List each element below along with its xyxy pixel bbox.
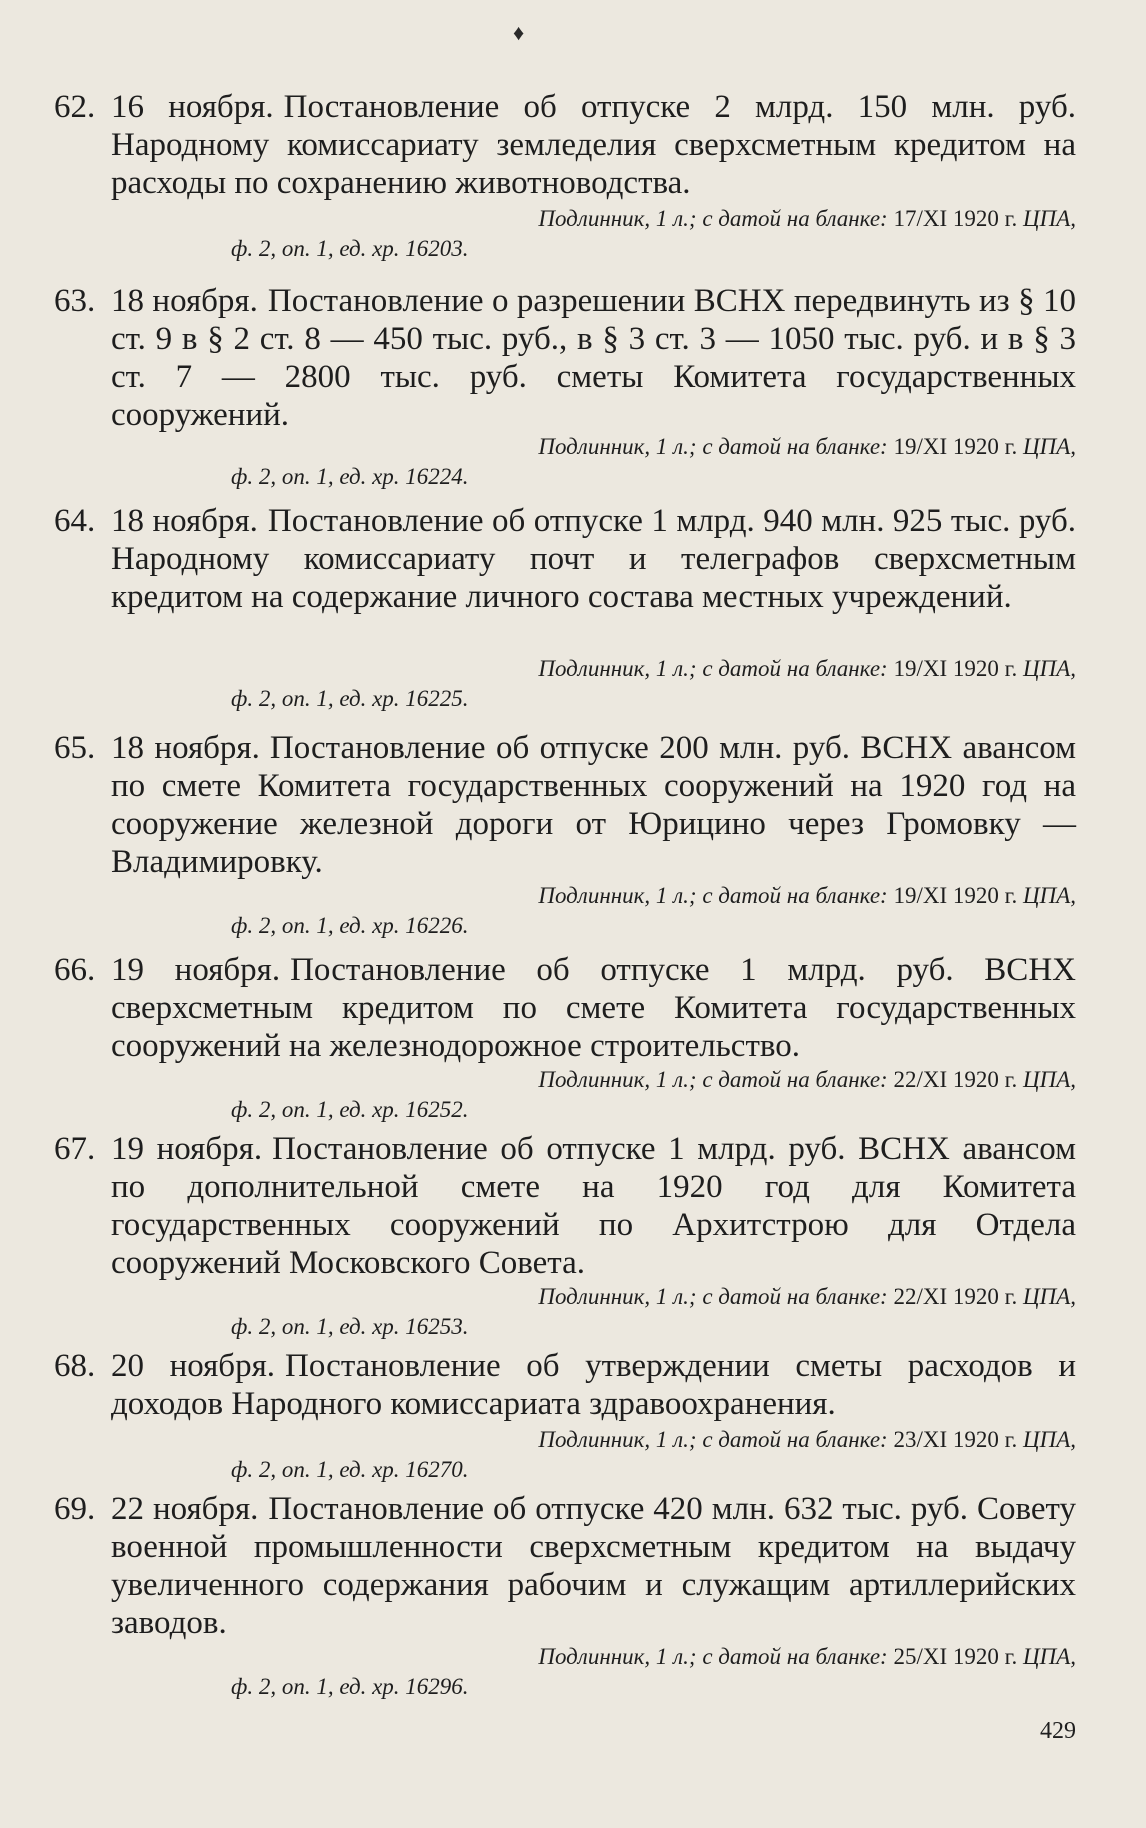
source-archive: ЦПА, bbox=[1022, 656, 1076, 681]
entry-source bbox=[231, 881, 1076, 941]
source-reference: ф. 2, оп. 1, ед. хр. 16225. bbox=[231, 686, 469, 711]
entry-body: Постановление об отпуске 420 млн. 632 тыс. руб. Совету военной промышленности сверхсметным кредитом на выдачу увеличенного содержания рабочим и служащим артиллерийских заводов. bbox=[111, 1491, 1076, 1641]
source-reference: ф. 2, оп. 1, ед. хр. 16226. bbox=[231, 913, 469, 938]
entry-text bbox=[111, 1490, 1076, 1642]
entry-body: Постановление об отпуске 1 млрд. руб. ВСНХ авансом по дополнительной смете на 1920 год для Комитета государственных сооружений по Архитстрою для Отдела сооружений Московского Совета. bbox=[111, 1131, 1076, 1281]
entry-body: Постановление о разрешении ВСНХ передвинуть из § 10 ст. 9 в § 2 ст. 8 — 450 тыс. руб., в § 3 ст. 3 — 1050 тыс. руб. и в § 3 ст. 7 — 2800 тыс. руб. сметы Комитета государственных сооружений. bbox=[111, 283, 1077, 433]
source-date: 19/XI 1920 г. bbox=[893, 656, 1018, 681]
source-line-1 bbox=[231, 432, 1076, 462]
entry-64 bbox=[54, 502, 1084, 722]
entry-date: 19 ноября. bbox=[111, 1131, 263, 1167]
entry-number: 62. bbox=[54, 89, 96, 125]
entry-number: 63. bbox=[54, 283, 96, 319]
source-line-1 bbox=[231, 1065, 1076, 1095]
source-prefix: Подлинник, 1 л.; с датой на бланке: bbox=[538, 1644, 888, 1669]
source-line-1 bbox=[231, 204, 1076, 234]
entry-source bbox=[231, 1425, 1076, 1485]
source-archive: ЦПА, bbox=[1022, 1284, 1076, 1309]
source-line-1 bbox=[231, 1425, 1076, 1455]
entry-number: 65. bbox=[54, 730, 96, 766]
entry-source bbox=[231, 1282, 1076, 1342]
entry-source bbox=[231, 654, 1076, 714]
source-reference: ф. 2, оп. 1, ед. хр. 16270. bbox=[231, 1457, 469, 1482]
source-date: 22/XI 1920 г. bbox=[893, 1067, 1018, 1092]
source-prefix: Подлинник, 1 л.; с датой на бланке: bbox=[538, 883, 888, 908]
source-archive: ЦПА, bbox=[1022, 1427, 1076, 1452]
entry-number: 69. bbox=[54, 1491, 96, 1527]
entry-66 bbox=[54, 951, 1084, 1131]
entry-date: 19 ноября. bbox=[111, 952, 281, 988]
entry-body: Постановление об отпуске 200 млн. руб. ВСНХ авансом по смете Комитета государственных сооружений на 1920 год на сооружение железной дороги от Юрицино через Громовку — Владимировку. bbox=[111, 730, 1077, 880]
entry-date: 18 ноября. bbox=[111, 503, 258, 539]
entry-date: 18 ноября. bbox=[111, 283, 258, 319]
source-line-1 bbox=[231, 1282, 1076, 1312]
entry-number: 66. bbox=[54, 952, 96, 988]
source-date: 25/XI 1920 г. bbox=[893, 1644, 1018, 1669]
entry-body: Постановление об отпуске 2 млрд. 150 млн. руб. Народному комиссариату земледелия сверхсметным кредитом на расходы по сохранению животноводства. bbox=[111, 89, 1076, 201]
source-reference: ф. 2, оп. 1, ед. хр. 16203. bbox=[231, 236, 469, 261]
entry-body: Постановление об утверждении сметы расходов и доходов Народного комиссариата здравоохранения. bbox=[111, 1348, 1076, 1422]
source-prefix: Подлинник, 1 л.; с датой на бланке: bbox=[538, 1067, 888, 1092]
source-reference: ф. 2, оп. 1, ед. хр. 16296. bbox=[231, 1674, 469, 1699]
source-prefix: Подлинник, 1 л.; с датой на бланке: bbox=[538, 1284, 888, 1309]
entry-source bbox=[231, 432, 1076, 492]
source-reference: ф. 2, оп. 1, ед. хр. 16224. bbox=[231, 464, 469, 489]
source-archive: ЦПА, bbox=[1022, 883, 1076, 908]
source-archive: ЦПА, bbox=[1022, 1644, 1076, 1669]
entry-body: Постановление об отпуске 1 млрд. руб. ВСНХ сверхсметным кредитом по смете Комитета государственных сооружений на железнодорожное строительство. bbox=[111, 952, 1076, 1064]
source-prefix: Подлинник, 1 л.; с датой на бланке: bbox=[538, 206, 888, 231]
source-reference: ф. 2, оп. 1, ед. хр. 16253. bbox=[231, 1314, 469, 1339]
entry-68 bbox=[54, 1347, 1084, 1497]
entry-date: 22 ноября. bbox=[111, 1491, 259, 1527]
entry-source bbox=[231, 1642, 1076, 1702]
entry-source bbox=[231, 1065, 1076, 1125]
source-archive: ЦПА, bbox=[1022, 1067, 1076, 1092]
entry-date: 20 ноября. bbox=[111, 1348, 276, 1384]
entry-number: 68. bbox=[54, 1348, 96, 1384]
entry-text bbox=[111, 502, 1076, 616]
entry-69 bbox=[54, 1490, 1084, 1710]
entry-text bbox=[111, 88, 1076, 202]
entry-number: 67. bbox=[54, 1131, 96, 1167]
entry-text bbox=[111, 951, 1076, 1065]
entry-text bbox=[111, 282, 1076, 434]
source-prefix: Подлинник, 1 л.; с датой на бланке: bbox=[538, 656, 888, 681]
source-date: 19/XI 1920 г. bbox=[893, 883, 1018, 908]
source-reference: ф. 2, оп. 1, ед. хр. 16252. bbox=[231, 1097, 469, 1122]
entry-65 bbox=[54, 729, 1084, 949]
entry-number: 64. bbox=[54, 503, 96, 539]
entry-text bbox=[111, 729, 1076, 881]
entry-63 bbox=[54, 282, 1084, 502]
entry-date: 18 ноября. bbox=[111, 730, 260, 766]
source-date: 22/XI 1920 г. bbox=[893, 1284, 1018, 1309]
entry-62 bbox=[54, 88, 1084, 268]
page-number: 429 bbox=[1040, 1718, 1076, 1744]
top-ornament-mark: ♦ bbox=[513, 20, 525, 45]
source-archive: ЦПА, bbox=[1022, 206, 1076, 231]
source-line-1 bbox=[231, 1642, 1076, 1672]
source-date: 19/XI 1920 г. bbox=[893, 434, 1018, 459]
source-date: 17/XI 1920 г. bbox=[893, 206, 1018, 231]
source-line-1 bbox=[231, 654, 1076, 684]
entry-body: Постановление об отпуске 1 млрд. 940 млн. 925 тыс. руб. Народному комиссариату почт и телеграфов сверхсметным кредитом на содержание личного состава местных учреждений. bbox=[111, 503, 1076, 615]
entry-text bbox=[111, 1347, 1076, 1423]
source-prefix: Подлинник, 1 л.; с датой на бланке: bbox=[538, 1427, 888, 1452]
entry-date: 16 ноября. bbox=[111, 89, 274, 125]
entry-67 bbox=[54, 1130, 1084, 1350]
entry-source bbox=[231, 204, 1076, 264]
source-line-1 bbox=[231, 881, 1076, 911]
source-date: 23/XI 1920 г. bbox=[893, 1427, 1018, 1452]
source-archive: ЦПА, bbox=[1022, 434, 1076, 459]
entry-text bbox=[111, 1130, 1076, 1282]
source-prefix: Подлинник, 1 л.; с датой на бланке: bbox=[538, 434, 888, 459]
